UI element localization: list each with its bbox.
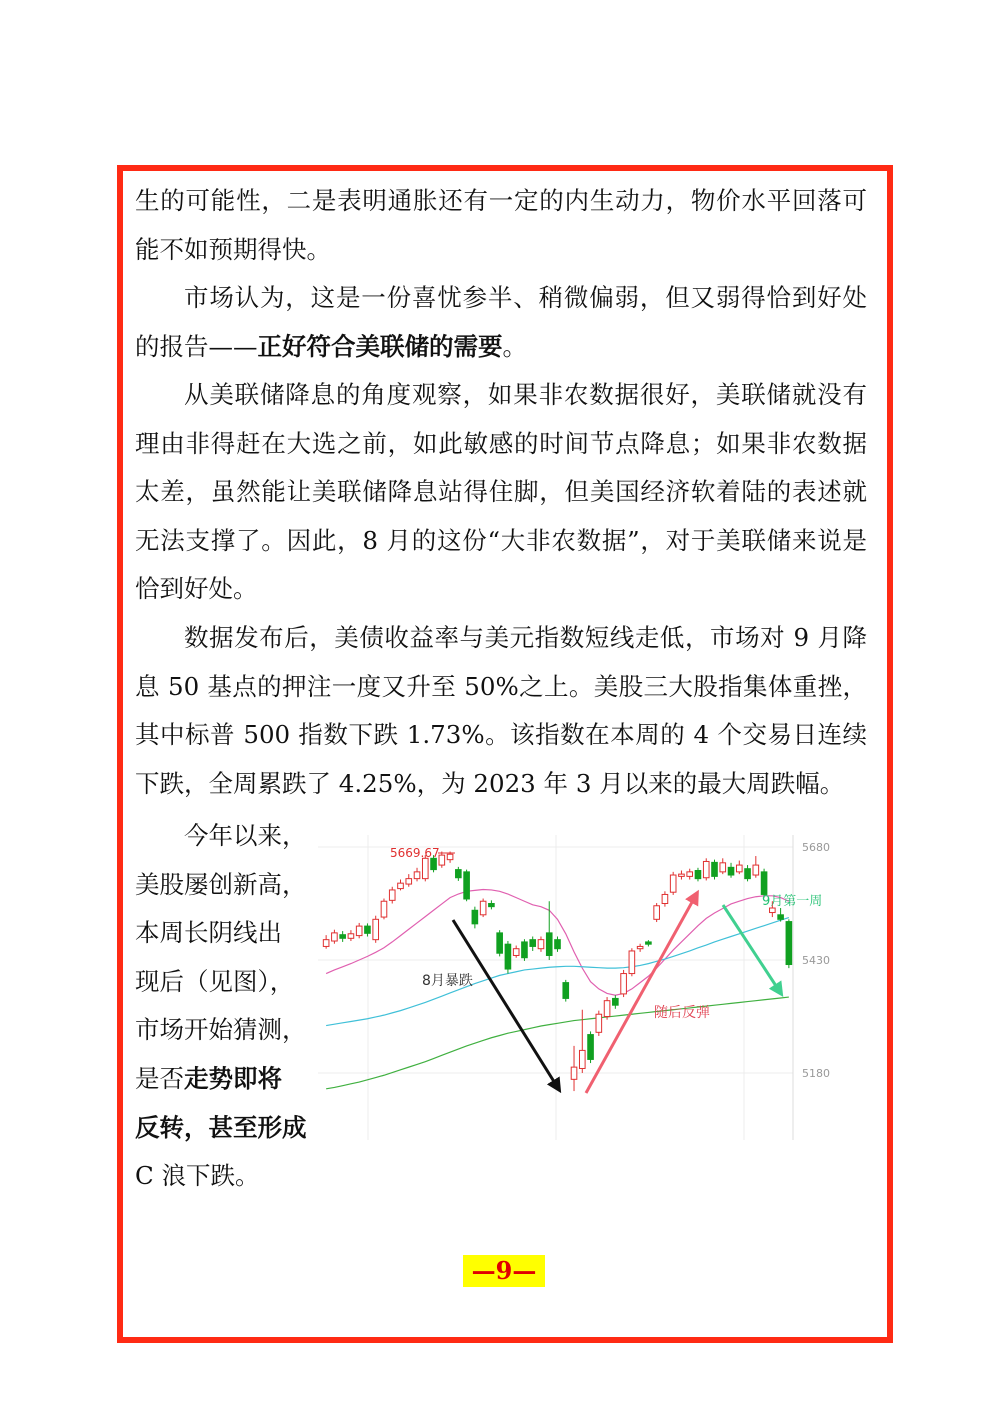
moving-average-lines [326,889,789,1088]
candle-body [480,901,486,915]
paragraph-2-end: 。 [502,331,527,361]
candle-0 [323,935,329,949]
candle-body [340,935,346,939]
candle-body [456,870,462,878]
candle-44 [687,869,693,880]
candle-body [695,871,701,879]
candle-body [505,944,511,969]
candle-body [381,901,387,917]
side-line-4: 现后（见图）， [135,966,295,996]
candle-10 [406,874,412,887]
ma-cyan-line [326,918,789,1026]
candle-20 [489,900,495,909]
candle-7 [381,899,387,920]
candle-5 [365,923,371,936]
candle-body [753,865,759,875]
side-line-1: 今年以来， [184,821,307,850]
candle-47 [712,860,718,880]
candle-body [736,865,742,872]
candle-35 [613,995,619,1009]
candle-21 [497,930,503,956]
candle-body [679,874,685,876]
candle-11 [414,868,420,882]
candle-38 [637,944,643,952]
y-tick-label-0: 5680 [802,841,830,854]
candle-45 [695,868,701,882]
candle-body [621,974,627,994]
candle-body [422,858,428,878]
side-line-8: C 浪下跌。 [135,1161,260,1191]
annotation-arrows [453,895,780,1093]
candle-43 [679,871,685,880]
candle-body [365,926,371,933]
candle-16 [456,867,462,881]
arrow-september-week [723,905,780,992]
candle-51 [745,865,751,881]
candle-body [348,934,354,939]
paragraph-2 [135,274,867,371]
candle-body [555,940,561,949]
candle-body [703,861,709,877]
candle-42 [670,872,676,895]
candle-50 [736,861,742,875]
candle-25 [530,936,536,950]
candle-body [414,872,420,879]
candle-52 [753,856,759,878]
candle-body [670,875,676,892]
candles [323,852,791,1092]
candle-body [389,890,395,900]
candle-32 [588,1031,594,1063]
sp500-candlestick-chart [318,835,838,1145]
side-paragraph [135,812,315,1201]
side-line-2: 美股屡创新高， [135,869,307,899]
candle-56 [786,919,792,968]
side-line-6a: 是否 [135,1063,184,1093]
ma-green-line [326,997,789,1089]
candle-33 [596,1011,602,1036]
paragraph-2-text: 市场认为，这是一份喜忧参半、稍微偏弱，但又弱得恰到好处的报告—— [135,283,867,361]
candle-26 [538,936,544,951]
candle-23 [513,946,519,958]
label-rebound: 随后反弹 [654,1005,710,1021]
candle-39 [646,940,652,946]
candle-body [489,904,495,907]
candle-body [439,855,445,865]
candle-body [637,946,643,948]
candle-2 [340,931,346,942]
candle-body [356,926,362,935]
candle-46 [703,858,709,880]
candle-body [579,1050,585,1068]
candle-body [596,1014,602,1032]
y-tick-label-1: 5430 [802,954,830,967]
candle-22 [505,941,511,974]
candle-body [745,869,751,879]
candle-body [712,862,718,876]
candle-body [654,906,660,920]
high-price-label: 5669.67 [390,846,440,860]
candle-body [761,872,767,895]
candle-14 [439,852,445,868]
candle-4 [356,923,362,938]
page-dash-left: — [471,1256,496,1285]
candle-body [720,863,726,872]
paragraph-4: 数据发布后，美债收益率与美元指数短线走低，市场对 9 月降息 50 基点的押注一度又升至 50%之上。美股三大股指集体重挫，其中标普 500 指数下跌 1.73%。该指数在本周的 4 个交易日连续下跌，全周累跌了 4.25%，为 2023 年 3 月以来的最大周跌幅。 [135,623,867,798]
page-number-value: 9 [495,1256,513,1285]
candle-body [613,998,619,1005]
label-august-drop: 8月暴跌 [422,973,473,989]
side-line-3: 本周长阴线出 [135,918,282,948]
side-line-6b: 走势即将 [184,1063,282,1093]
arrow-rebound [586,895,696,1093]
paragraph-3: 从美联储降息的角度观察，如果非农数据很好，美联储就没有理由非得赶在大选之前，如此敏感的时间节点降息；如果非农数据太差，虽然能让美联储降息站得住脚，但美国经济软着陆的表述就无法支撑了。因此，8 月的这份“大非农数据”，对于美联储来说是恰到好处。 [135,380,867,604]
candle-body [728,867,734,875]
page-dash-right: — [512,1256,537,1285]
candle-3 [348,930,354,941]
chart-grid [318,835,793,1140]
candle-body [323,940,329,947]
candle-34 [604,997,610,1020]
label-september-week: 9月第一周 [762,894,823,909]
candle-48 [720,858,726,874]
candle-body [604,1001,610,1017]
candle-17 [464,870,470,902]
candle-30 [571,1046,577,1091]
side-line-5: 市场开始猜测， [135,1015,307,1045]
y-axis-ticks [802,841,830,1080]
candle-8 [389,887,395,904]
candle-1 [332,930,338,944]
candle-body [563,983,569,999]
candle-6 [373,916,379,943]
candle-49 [728,863,734,878]
candle-55 [778,908,784,922]
candle-body [472,910,478,924]
candle-18 [472,907,478,929]
candle-body [538,940,544,949]
candle-body [588,1035,594,1060]
candle-body [373,919,379,939]
candle-24 [522,939,528,961]
candle-40 [654,903,660,922]
candle-19 [480,899,486,918]
paragraph-1: 生的可能性，二是表明通胀还有一定的内生动力，物价水平回落可能不如预期得快。 [135,186,867,264]
candle-41 [662,891,668,906]
candle-body [571,1067,577,1079]
y-tick-label-2: 5180 [802,1067,830,1080]
candle-9 [398,880,404,891]
page-number [463,1255,545,1287]
candle-body [447,854,453,859]
candle-body [398,883,404,888]
candle-body [646,942,652,944]
candle-29 [563,980,569,1002]
candle-body [546,933,552,956]
candle-body [332,933,338,941]
candle-body [513,949,519,956]
side-line-7: 反转，甚至形成 [135,1112,307,1142]
candle-body [497,933,503,953]
candle-body [406,879,412,884]
candle-body [662,894,668,903]
candle-body [786,922,792,965]
candle-body [522,942,528,958]
paragraph-2-bold: 正好符合美联储的需要 [257,331,503,361]
candle-body [464,872,470,899]
candle-body [629,951,635,974]
candle-36 [621,970,627,997]
candle-body [687,872,693,877]
candle-body [530,940,536,947]
candle-37 [629,948,635,976]
candle-body [778,915,784,920]
